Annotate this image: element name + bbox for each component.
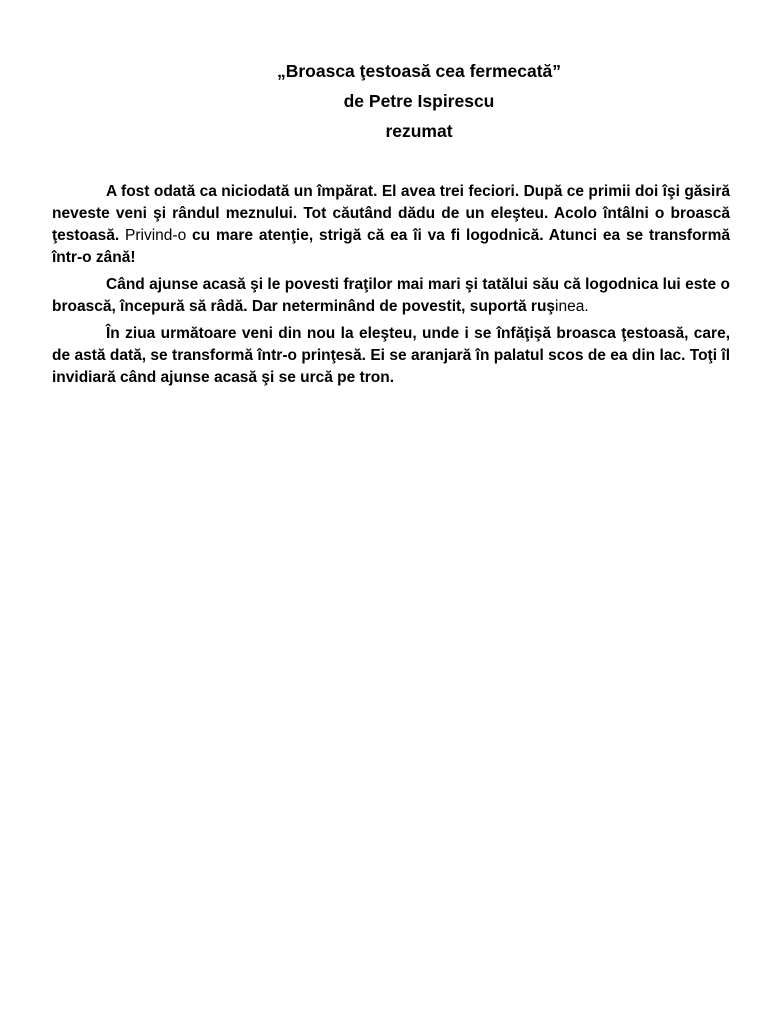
document-heading xyxy=(226,56,612,146)
document-title: „Broasca ţestoasă cea fermecată” xyxy=(276,61,562,81)
author-line: de Petre Ispirescu xyxy=(343,91,495,111)
paragraph-3 xyxy=(52,323,730,389)
paragraph-1 xyxy=(52,181,730,269)
paragraph-1-text-b: Privind-o xyxy=(125,227,187,244)
paragraph-1-text-a: A fost odată ca niciodată un împărat. El avea trei feciori. După ce primii doi îşi găsiră neveste veni şi rândul meznului. Tot căutând dădu de un eleşteu. Acolo întâlni o broască ţestoasă. xyxy=(52,183,730,244)
document-body xyxy=(52,181,730,394)
paragraph-2-text-b: inea. xyxy=(555,298,589,315)
document-subtitle: rezumat xyxy=(385,121,453,141)
paragraph-3-text-a: În ziua următoare veni din nou la eleşteu, unde i se înfăţişă broasca ţestoasă, care, de astă dată, se transformă într-o prinţesă. Ei se aranjară în palatul scos de ea din lac. Toţi îl invidiară când ajunse acasă şi se urcă pe tron. xyxy=(52,325,730,386)
paragraph-1-text-c: cu mare atenţie, strigă că ea îi va fi logodnică. Atunci ea se transformă într-o zână! xyxy=(52,227,730,266)
paragraph-2-text-a: Când ajunse acasă şi le povesti fraţilor mai mari şi tatălui său că logodnica lui este o broască, începură să râdă. Dar neterminând de povestit, suportă ruş xyxy=(52,276,730,315)
paragraph-2 xyxy=(52,274,730,318)
